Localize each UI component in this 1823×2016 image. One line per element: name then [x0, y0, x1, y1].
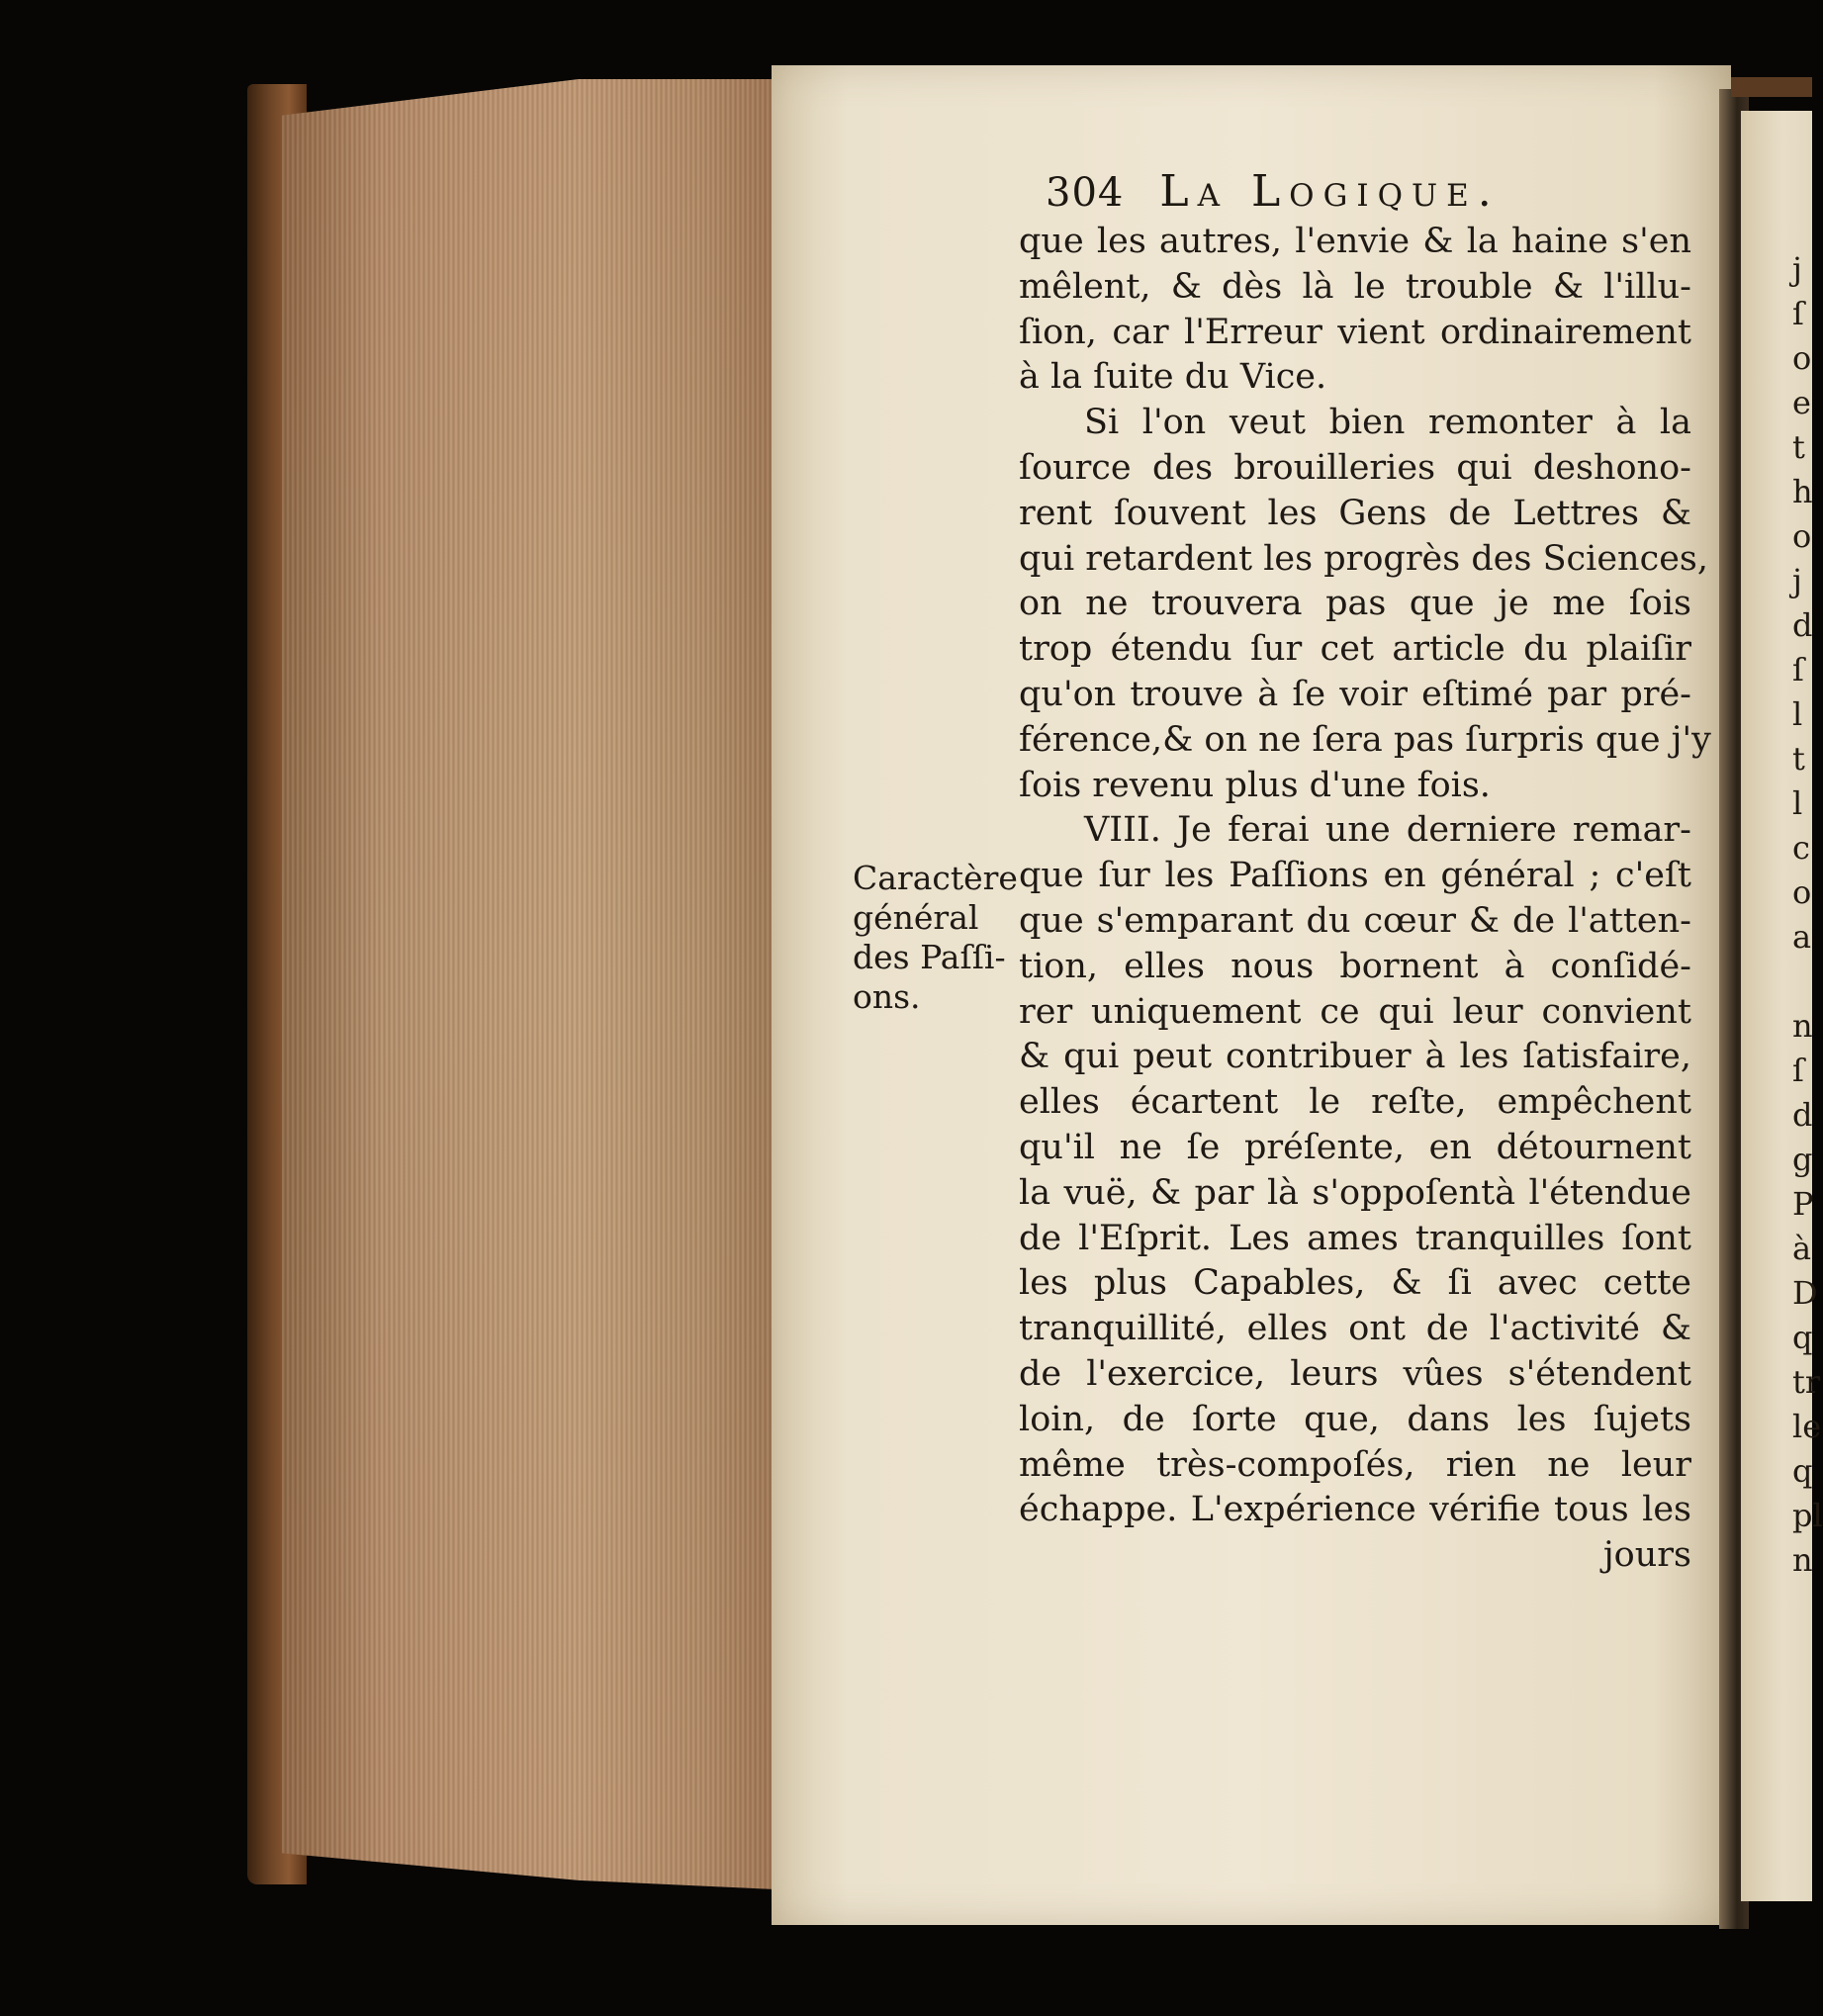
running-head	[1046, 166, 1501, 217]
catchword: jours	[1602, 1535, 1691, 1576]
facing-line: t	[1792, 428, 1805, 466]
text-line: elles écartent le reſte, empêchent	[1019, 1082, 1691, 1123]
text-line: Si l'on veut bien remonter à la	[1084, 403, 1691, 443]
text-line: tranquillité, elles ont de l'activité &	[1019, 1309, 1691, 1349]
facing-line: d	[1792, 1096, 1813, 1134]
facing-line: le	[1792, 1408, 1822, 1445]
facing-line: ſ	[1792, 295, 1804, 332]
text-line: à la ſuite du Vice.	[1019, 357, 1327, 398]
text-line: que ſur les Paſſions en général ; c'eſt	[1019, 856, 1691, 896]
text-line: qu'on trouve à ſe voir eſtimé par pré-	[1019, 674, 1691, 714]
text-line: les plus Capables, & ſi avec cette	[1019, 1263, 1691, 1304]
facing-line: P	[1792, 1185, 1814, 1223]
text-line: rer uniquement ce qui leur convient	[1019, 991, 1691, 1032]
text-line: échappe. L'expérience vérifie tous les	[1019, 1490, 1691, 1530]
facing-line: d	[1792, 606, 1813, 644]
text-line: trop étendu ſur cet article du plaiſir	[1019, 629, 1691, 670]
facing-line: D	[1792, 1274, 1818, 1312]
facing-line: n	[1792, 1007, 1813, 1045]
facing-line: pl	[1792, 1497, 1823, 1534]
facing-line: ſ	[1792, 651, 1804, 688]
text-line: rent ſouvent les Gens de Lettres &	[1019, 493, 1691, 533]
facing-line: e	[1792, 384, 1811, 421]
text-line: qu'il ne ſe préſente, en détournent	[1019, 1127, 1691, 1167]
facing-line: j	[1792, 562, 1802, 599]
text-line: ſion, car l'Erreur vient ordinairement	[1019, 312, 1691, 352]
text-line: que les autres, l'envie & la haine s'en	[1019, 222, 1691, 261]
text-line: ſource des brouilleries qui deshono-	[1019, 447, 1691, 488]
book-cover-right	[1731, 77, 1812, 97]
facing-page-text	[1792, 247, 1823, 1583]
margin-note	[853, 859, 1018, 1017]
text-line: loin, de ſorte que, dans les ſujets	[1019, 1399, 1691, 1439]
margin-note-line: Caractère	[853, 859, 1018, 897]
text-line: on ne trouvera pas que je me ſois	[1019, 584, 1691, 624]
facing-line: j	[1792, 250, 1802, 288]
text-line: mêlent, & dès là le trouble & l'illu-	[1019, 266, 1691, 307]
text-line: férence,& on ne ſera pas ſurpris que j'y	[1019, 719, 1711, 760]
facing-line: n	[1792, 1541, 1813, 1579]
text-line: tion, elles nous bornent à conſidé-	[1019, 946, 1691, 986]
page-number: 304	[1046, 170, 1125, 216]
text-line: même très-compoſés, rien ne leur	[1019, 1444, 1691, 1485]
margin-note-line: général	[853, 898, 979, 937]
facing-line: h	[1792, 473, 1813, 510]
facing-line: o	[1792, 517, 1812, 555]
text-line: que s'emparant du cœur & de l'atten-	[1019, 900, 1691, 941]
body-text	[1019, 220, 1711, 1579]
margin-note-line: ons.	[853, 977, 921, 1016]
facing-line: tr	[1792, 1363, 1821, 1401]
facing-line	[1792, 960, 1823, 1004]
facing-line: o	[1792, 873, 1812, 911]
facing-line: a	[1792, 918, 1812, 956]
facing-line: q	[1792, 1452, 1813, 1490]
facing-line: l	[1792, 695, 1803, 733]
facing-line: q	[1792, 1319, 1813, 1356]
text-line: & qui peut contribuer à les ſatisfaire,	[1019, 1037, 1691, 1077]
running-title: La Logique.	[1159, 166, 1501, 217]
margin-note-line: des Paſſi-	[853, 938, 1006, 976]
facing-line: c	[1792, 829, 1810, 867]
text-line: de l'Eſprit. Les ames tranquilles ſont	[1019, 1218, 1691, 1258]
facing-line: ſ	[1792, 1052, 1804, 1089]
text-line: VIII. Je ferai une derniere remar-	[1084, 810, 1691, 851]
text-line: ſois revenu plus d'une fois.	[1019, 765, 1491, 805]
facing-line: l	[1792, 784, 1803, 822]
facing-line: o	[1792, 339, 1812, 377]
facing-line: t	[1792, 740, 1805, 778]
facing-line: à	[1792, 1230, 1812, 1267]
text-line: la vuë, & par là s'oppoſentà l'étendue	[1019, 1172, 1691, 1213]
page-edges	[282, 79, 776, 1889]
facing-line: g	[1792, 1141, 1813, 1178]
text-line: qui retardent les progrès des Sciences,	[1019, 538, 1708, 579]
text-line: de l'exercice, leurs vûes s'étendent	[1019, 1353, 1691, 1394]
